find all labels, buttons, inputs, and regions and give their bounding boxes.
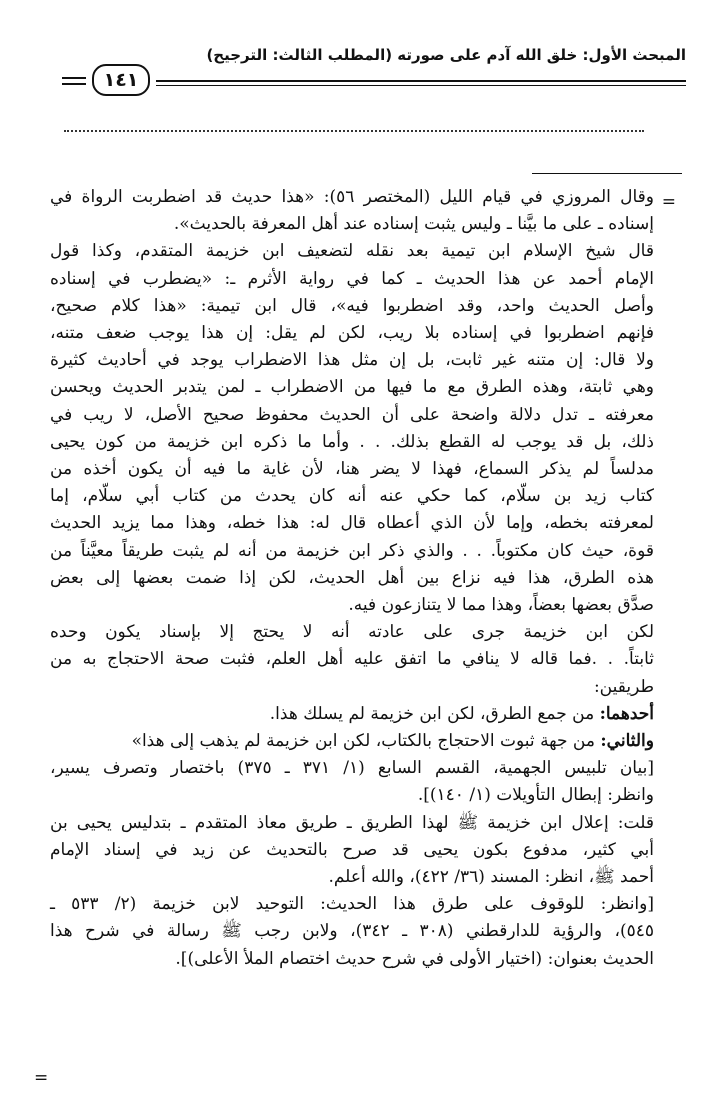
line-text: لكن ابن خزيمة جرى على عادته أنه لا يحتج إلا بإسناد يكون وحده bbox=[50, 622, 654, 643]
text-line bbox=[50, 701, 654, 728]
text-line bbox=[50, 728, 654, 755]
text-line bbox=[50, 429, 654, 456]
continuation-mark-start: = bbox=[661, 192, 676, 212]
line-text: لمعرفته بخطه، وإما لأن الذي أعطاه قال له: هذا خطه، وهذا مما يزيد الحديث bbox=[50, 513, 654, 534]
line-text: أبي كثير، مدفوع بكون يحيى قد صرح بالتحديث عن زيد في إسناد الإمام bbox=[50, 839, 654, 860]
text-line bbox=[50, 238, 654, 265]
text-line bbox=[50, 211, 654, 238]
text-line bbox=[50, 538, 654, 565]
line-text: قوة، حيث كان مكتوباً. . . والذي ذكر ابن خزيمة من أنه لم يثبت طريقاً معيَّناً من bbox=[50, 540, 654, 561]
line-text: فإنهم اضطربوا في إسناده بلا ريب، لكن لم يقل: إن هذا يوجب ضعف متنه، bbox=[50, 323, 654, 344]
line-text: ذلك، بل قد يوجب له القطع بذلك. . . وأما ما ذكره ابن خزيمة من كون يحيى bbox=[50, 431, 654, 452]
text-line bbox=[50, 510, 654, 537]
text-line bbox=[50, 347, 654, 374]
page-number: ١٤١ bbox=[92, 64, 150, 96]
line-text: وانظر: إبطال التأويلات (١/ ١٤٠)]. bbox=[417, 785, 654, 806]
line-text: الإمام أحمد عن هذا الحديث ـ كما في رواية الأثرم ـ: «يضطرب في إسناده bbox=[50, 268, 654, 289]
line-text: معرفته ـ تدل دلالة واضحة على أن الحديث محفوظ صحيح الأصل، لا ريب في bbox=[50, 404, 654, 425]
text-line bbox=[50, 782, 654, 809]
text-line bbox=[50, 810, 654, 837]
dotted-separator bbox=[64, 130, 644, 132]
text-line bbox=[50, 266, 654, 293]
line-text: قلت: إعلال ابن خزيمة ﷺ لهذا الطريق ـ طريق معاذ المتقدم ـ بتدليس يحيى بن bbox=[50, 812, 654, 833]
text-line bbox=[50, 184, 654, 211]
line-text: إسناده ـ على ما بيَّنا ـ وليس يثبت إسناده عند أهل المعرفة بالحديث». bbox=[173, 214, 654, 235]
running-title: المبحث الأول: خلق الله آدم على صورته (المطلب الثالث: الترجيح) bbox=[206, 46, 686, 64]
text-line bbox=[50, 320, 654, 347]
line-text: كتاب زيد بن سلّام، كما حكي عنه أنه كان يحدث من كتاب أبي سلّام، إما bbox=[50, 486, 654, 507]
footnote-text bbox=[50, 184, 654, 973]
line-lead-term: والثاني: bbox=[600, 731, 654, 752]
line-text: من جمع الطرق، لكن ابن خزيمة لم يسلك هذا. bbox=[269, 703, 600, 724]
line-text: مدلساً لم يذكر السماع، فهذا لا يضر هنا، لأن غاية ما فيه أن يكون أخذه من bbox=[50, 459, 654, 480]
text-line bbox=[50, 891, 654, 918]
text-line bbox=[50, 755, 654, 782]
line-text: أحمد ﷺ، انظر: المسند (٣٦/ ٤٢٢)، والله أعلم. bbox=[328, 867, 654, 888]
line-text: وهي ثابتة، وهذه الطرق مع ما فيها من الاضطراب ـ لمن يتدبر الحديث ويحسن bbox=[50, 377, 654, 398]
text-line bbox=[50, 374, 654, 401]
text-line bbox=[50, 646, 654, 673]
line-text: [بيان تلبيس الجهمية، القسم السابع (١/ ٣٧١ ـ ٣٧٥) باختصار وتصرف يسير، bbox=[50, 758, 654, 779]
line-text: من جهة ثبوت الاحتجاج بالكتاب، لكن ابن خزيمة لم يذهب إلى هذا» bbox=[131, 731, 601, 752]
text-line bbox=[50, 946, 654, 973]
line-text: قال شيخ الإسلام ابن تيمية بعد نقله لتضعيف ابن خزيمة المتقدم، وكذا قول bbox=[50, 241, 654, 262]
text-line bbox=[50, 619, 654, 646]
line-text: طريقين: bbox=[593, 676, 654, 697]
line-text: ٥٤٥)، والرؤية للدارقطني (٣٠٨ ـ ٣٤٢)، ولابن رجب ﷺ رسالة في شرح هذا bbox=[50, 921, 655, 942]
text-line bbox=[50, 864, 654, 891]
line-text: وأصل الحديث واحد، وقد اضطربوا فيه»، قال ابن تيمية: «هذا كلام صحيح، bbox=[50, 295, 654, 316]
line-text: الحديث بعنوان: (اختيار الأولى في شرح حديث اختصام الملأ الأعلى)]. bbox=[175, 948, 654, 969]
header-dash-bottom bbox=[62, 83, 86, 85]
line-text: [وانظر: للوقوف على طرق هذا الحديث: التوحيد لابن خزيمة (٢/ ٥٣٣ ـ bbox=[50, 894, 654, 915]
line-text: وقال المروزي في قيام الليل (المختصر ٥٦): «هذا حديث قد اضطربت الرواة في bbox=[50, 187, 654, 207]
text-line bbox=[50, 837, 654, 864]
line-text: ثابتاً. . .فما قاله لا ينافي ما اتفق عليه أهل العلم، فثبت صحة الاحتجاج به من bbox=[50, 649, 654, 670]
line-lead-term: أحدهما: bbox=[599, 703, 654, 724]
continuation-mark-end: = bbox=[34, 1068, 49, 1088]
text-line bbox=[50, 402, 654, 429]
header-rule-thin bbox=[156, 85, 686, 86]
text-line bbox=[50, 592, 654, 619]
text-line bbox=[50, 293, 654, 320]
header-dash-top bbox=[62, 77, 86, 79]
text-line bbox=[50, 674, 654, 701]
header-rule bbox=[156, 80, 686, 82]
line-text: ولا قال: إن متنه غير ثابت، بل إن مثل هذا الاضطراب يوجد في أحاديث كثيرة bbox=[50, 350, 654, 371]
footnote-rule bbox=[532, 173, 682, 174]
line-text: هذه الطرق، هذا فيه نزاع بين أهل الحديث، لكن إذا ضمت بعضها إلى بعض bbox=[50, 567, 654, 588]
text-line bbox=[50, 483, 654, 510]
line-text: صدَّق بعضها بعضاً، وهذا مما لا يتنازعون فيه. bbox=[348, 595, 654, 616]
text-line bbox=[50, 456, 654, 483]
text-line bbox=[50, 565, 654, 592]
text-line bbox=[50, 918, 654, 945]
